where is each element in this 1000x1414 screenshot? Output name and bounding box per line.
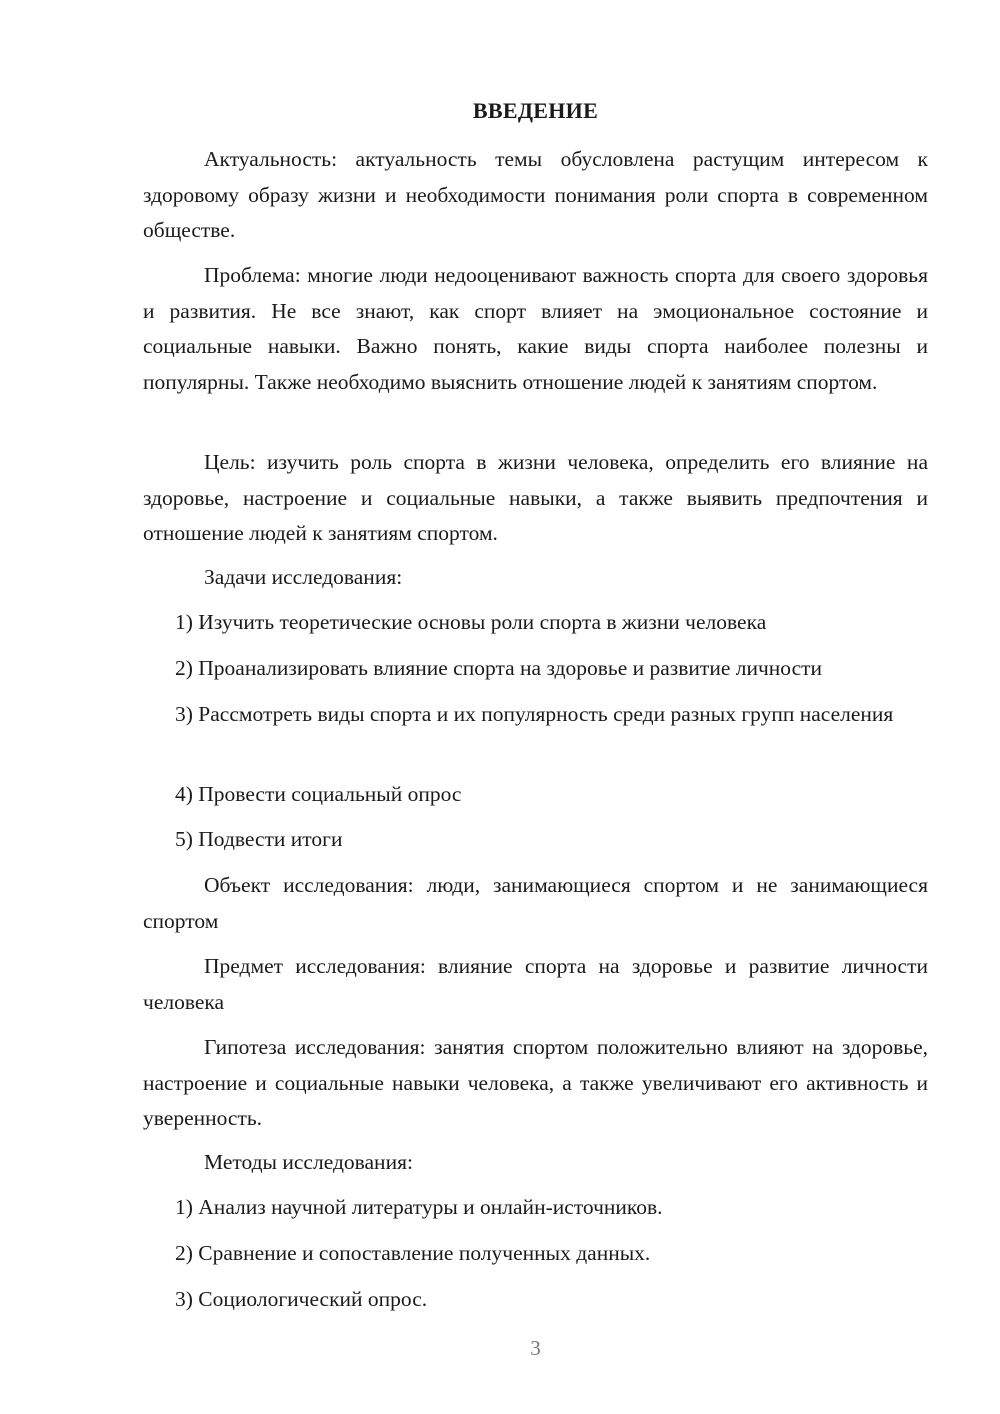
- task-item-3: 3) Рассмотреть виды спорта и их популярность среди разных групп населения: [175, 702, 894, 726]
- paragraph-subject: Предмет исследования: влияние спорта на здоровье и развитие личности человека: [143, 954, 928, 1014]
- page-number: 3: [530, 1336, 541, 1360]
- task-item-1: 1) Изучить теоретические основы роли спорта в жизни человека: [175, 610, 767, 634]
- paragraph-hypothesis: Гипотеза исследования: занятия спортом положительно влияют на здоровье, настроение и социальные навыки человека, а также увеличивают его активность и уверенность.: [143, 1035, 928, 1130]
- task-item-2: 2) Проанализировать влияние спорта на здоровье и развитие личности: [175, 656, 823, 680]
- task-item-4: 4) Провести социальный опрос: [175, 782, 462, 806]
- method-item-3: 3) Социологический опрос.: [175, 1287, 428, 1311]
- section-title: ВВЕДЕНИЕ: [472, 98, 599, 123]
- methods-heading: Методы исследования:: [204, 1150, 413, 1174]
- paragraph-object: Объект исследования: люди, занимающиеся спортом и не занимающиеся спортом: [143, 873, 928, 933]
- method-item-2: 2) Сравнение и сопоставление полученных данных.: [175, 1241, 651, 1265]
- method-item-1: 1) Анализ научной литературы и онлайн-источников.: [175, 1195, 663, 1219]
- paragraph-problem: Проблема: многие люди недооценивают важность спорта для своего здоровья и развития. Не все знают, как спорт влияет на эмоциональное состояние и социальные навыки. Важно понять, какие виды спорта наиболее полезны и популярны. Также необходимо выяснить отношение людей к занятиям спортом.: [143, 263, 928, 394]
- tasks-heading: Задачи исследования:: [204, 565, 403, 589]
- paragraph-relevance: Актуальность: актуальность темы обусловлена растущим интересом к здоровому образу жизни и необходимости понимания роли спорта в современном обществе.: [143, 147, 928, 242]
- task-item-5: 5) Подвести итоги: [175, 827, 343, 851]
- paragraph-goal: Цель: изучить роль спорта в жизни человека, определить его влияние на здоровье, настроение и социальные навыки, а также выявить предпочтения и отношение людей к занятиям спортом.: [143, 450, 928, 545]
